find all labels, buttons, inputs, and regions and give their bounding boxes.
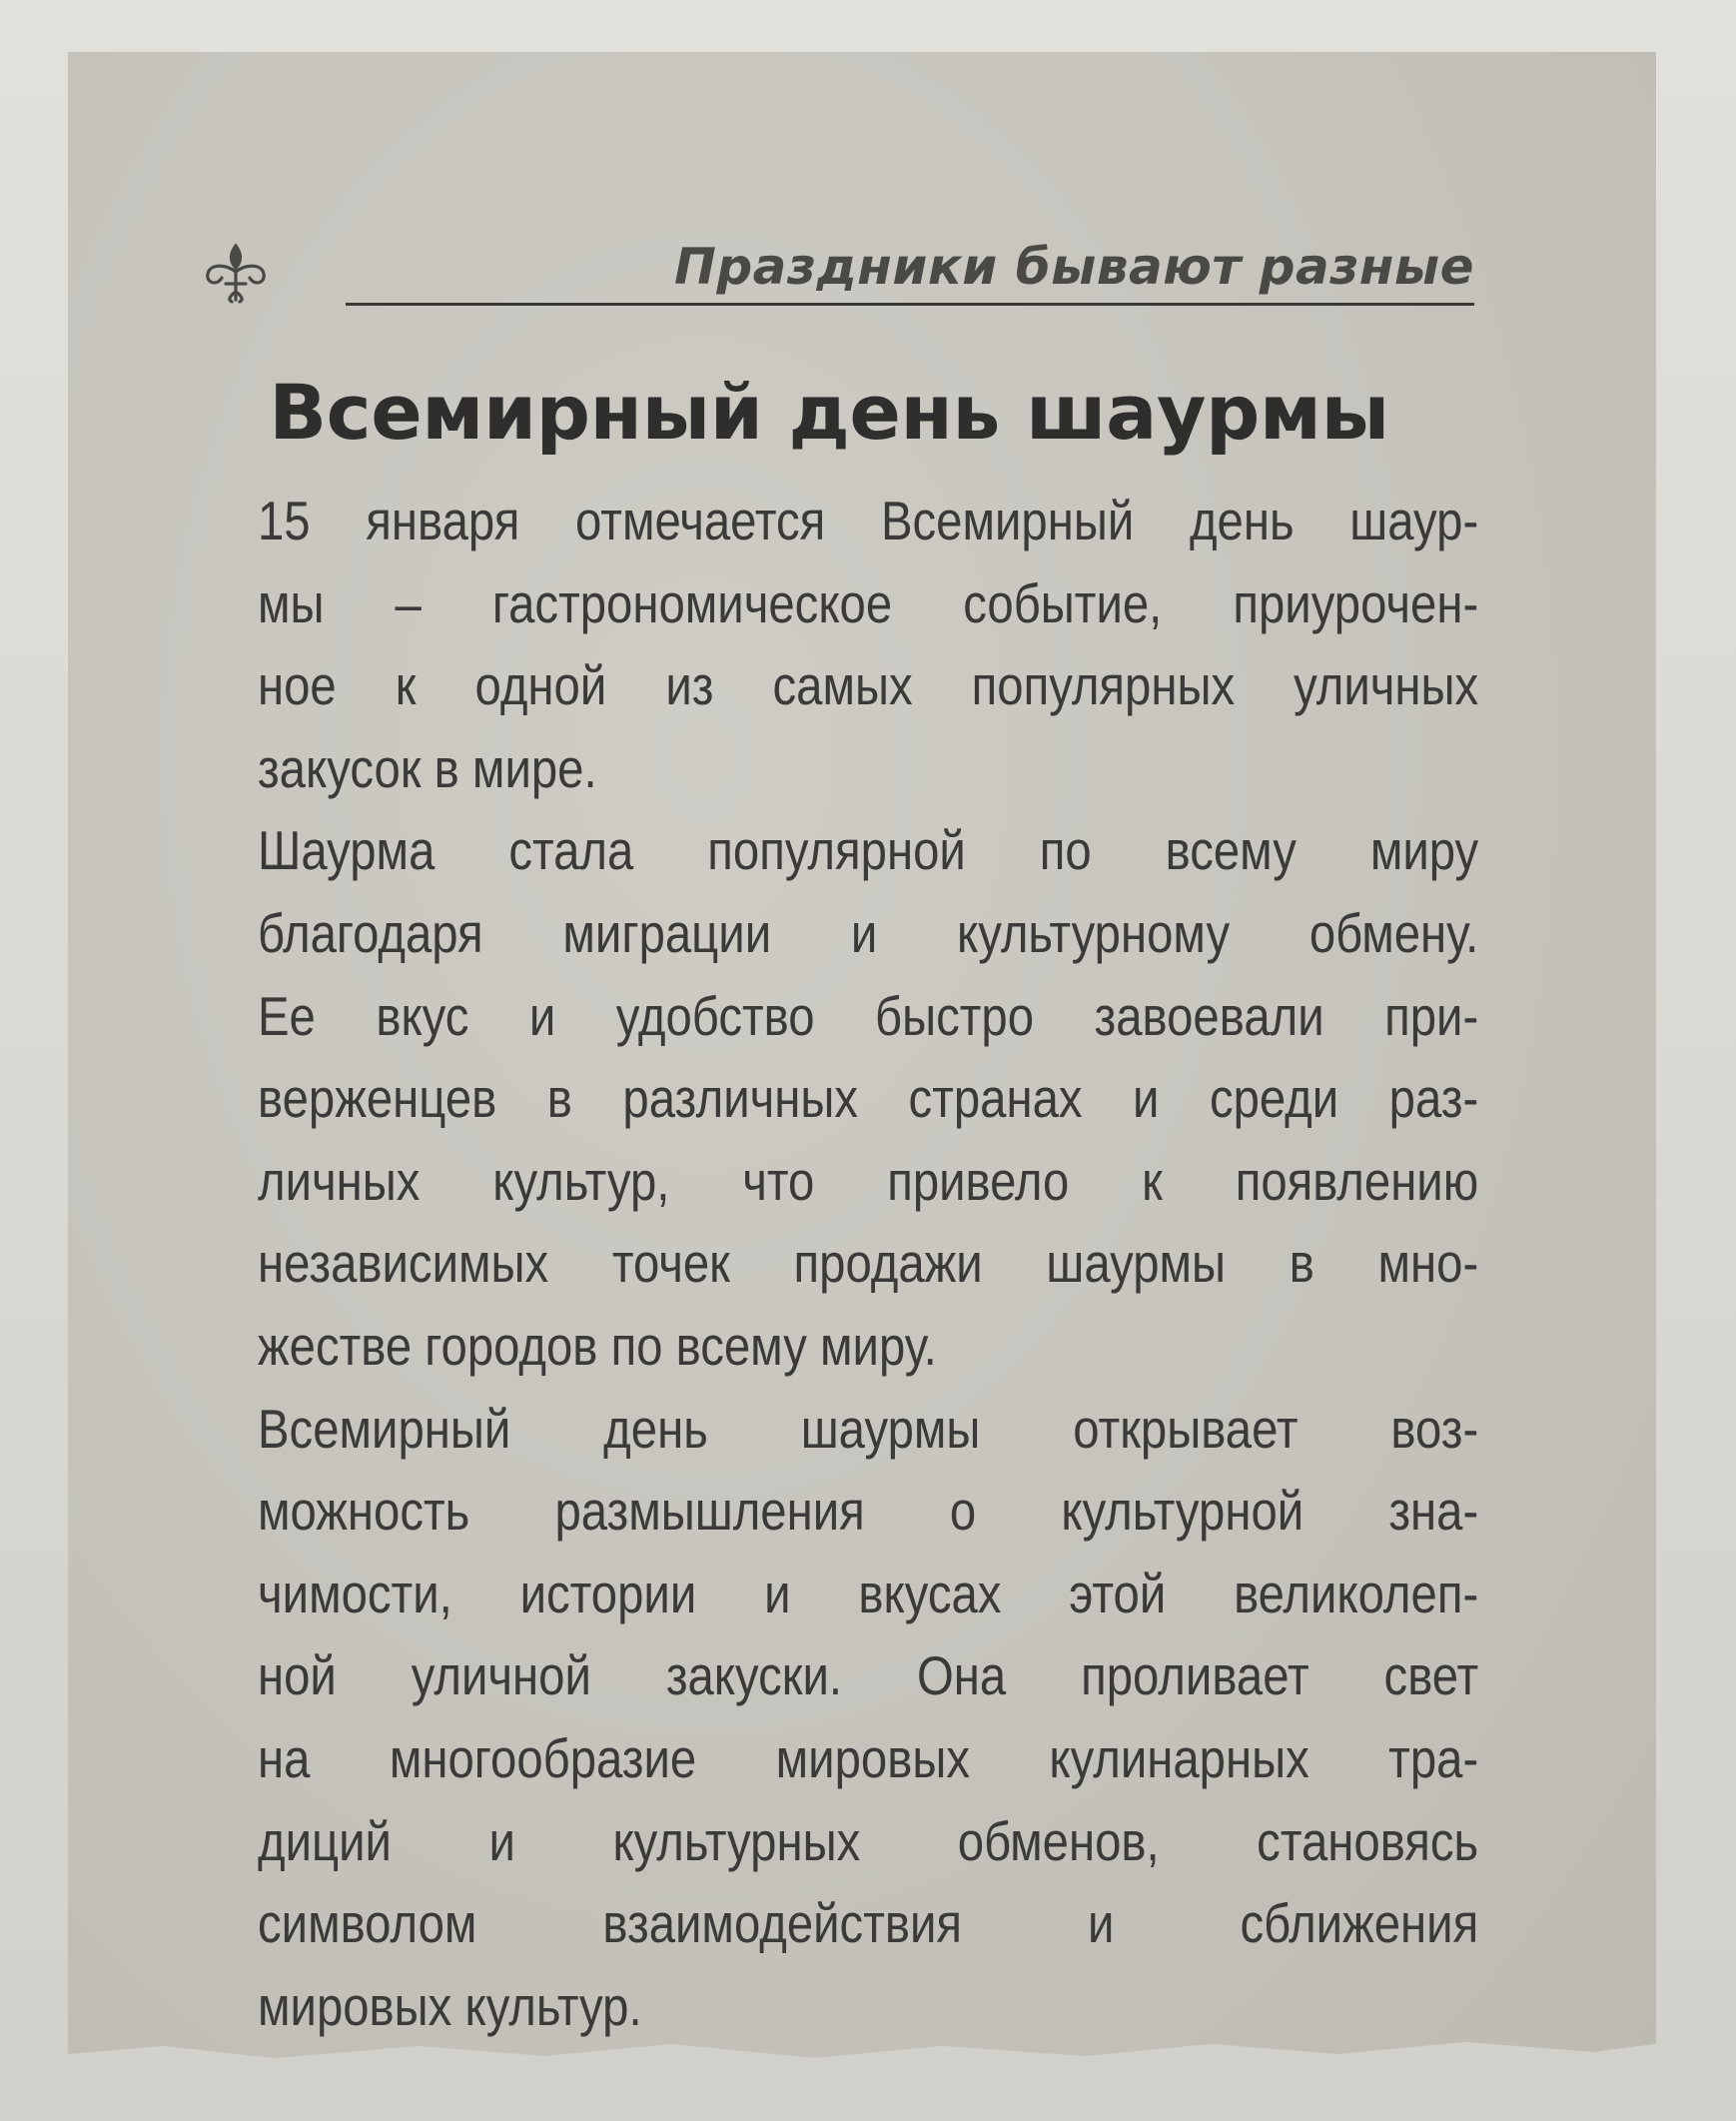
article-line: мы – гастрономическое событие, приурочен-: [258, 571, 1479, 634]
article-line: жестве городов по всему миру.: [258, 1314, 937, 1377]
article-line: ное к одной из самых популярных уличных: [258, 654, 1479, 717]
rubric-title: Праздники бывают разные: [673, 238, 1474, 296]
rubric-header: [196, 218, 1474, 308]
article-headline: Всемирный день шаурмы: [269, 368, 1389, 457]
article-line: закусок в мире.: [258, 736, 597, 799]
article-line: 15 января отмечается Всемирный день шаур-: [258, 490, 1479, 551]
article-line: можность размышления о культурной зна-: [258, 1480, 1479, 1543]
article-line: верженцев в различных странах и среди раз-: [258, 1067, 1479, 1130]
article-line: диций и культурных обменов, становясь: [258, 1809, 1479, 1872]
article-line: Всемирный день шаурмы открывает воз-: [258, 1397, 1479, 1460]
article-line: Шаурма стала популярной по всему миру: [258, 819, 1479, 882]
article-line: чимости, истории и вкусах этой великолеп-: [258, 1562, 1479, 1624]
fleur-de-lis-ornament-icon: [196, 242, 276, 304]
article-line: мировых культур.: [258, 1974, 642, 2037]
article-line: благодаря миграции и культурному обмену.: [258, 901, 1479, 964]
article-line: Ее вкус и удобство быстро завоевали при-: [258, 984, 1479, 1047]
article-line: на многообразие мировых кулинарных тра-: [258, 1726, 1479, 1789]
article-line: личных культур, что привело к появлению: [258, 1149, 1479, 1212]
article-line: независимых точек продажи шаурмы в мно-: [258, 1232, 1479, 1295]
article-line: символом взаимодействия и сближения: [258, 1892, 1479, 1955]
article-body: [258, 480, 1478, 2047]
article-line: ной уличной закуски. Она проливает свет: [258, 1644, 1479, 1707]
rubric-rule: [346, 303, 1474, 306]
